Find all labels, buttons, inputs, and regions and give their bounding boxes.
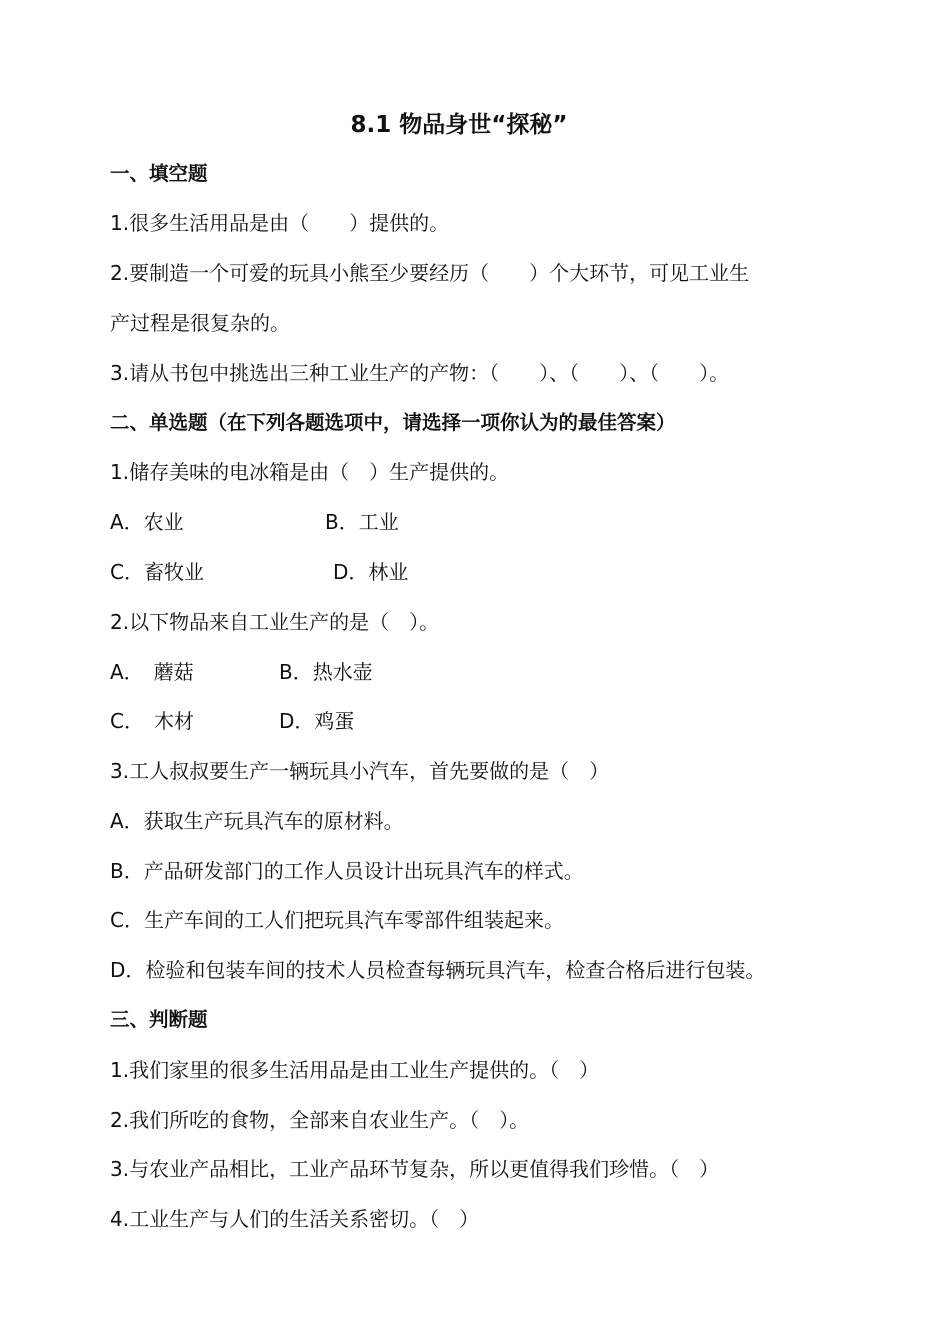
question-continuation: 产过程是很复杂的。 xyxy=(110,311,290,335)
option-c: C．畜牧业 xyxy=(110,560,204,584)
option-c: C． 木材 xyxy=(110,709,194,733)
option-c: C．生产车间的工人们把玩具汽车零部件组装起来。 xyxy=(110,908,564,932)
section-heading-single-choice: 二、单选题（在下列各题选项中，请选择一项你认为的最佳答案） xyxy=(110,411,676,434)
option-b: B．热水壶 xyxy=(279,660,373,684)
option-d: D．鸡蛋 xyxy=(279,709,355,733)
question-text: 3.与农业产品相比，工业产品环节复杂，所以更值得我们珍惜。（ ） xyxy=(110,1157,720,1181)
option-b: B．工业 xyxy=(325,510,399,534)
question-text: 1.储存美味的电冰箱是由（ ）生产提供的。 xyxy=(110,460,510,484)
question-text: 4.工业生产与人们的生活关系密切。（ ） xyxy=(110,1207,480,1231)
option-b: B．产品研发部门的工作人员设计出玩具汽车的样式。 xyxy=(110,859,584,883)
question-text: 2.要制造一个可爱的玩具小熊至少要经历（ ）个大环节，可见工业生 xyxy=(110,261,750,285)
section-heading-true-false: 三、判断题 xyxy=(110,1008,208,1031)
option-a: A． 蘑菇 xyxy=(110,660,194,684)
section-heading-fill-blank: 一、填空题 xyxy=(110,162,208,185)
question-text: 3.工人叔叔要生产一辆玩具小汽车，首先要做的是（ ） xyxy=(110,759,610,783)
question-text: 1.很多生活用品是由（ ）提供的。 xyxy=(110,211,450,235)
option-a: A．农业 xyxy=(110,510,184,534)
question-text: 3.请从书包中挑选出三种工业生产的产物：（ ）、（ ）、（ ）。 xyxy=(110,361,730,385)
option-a: A．获取生产玩具汽车的原材料。 xyxy=(110,809,404,833)
page-title: 8.1 物品身世“探秘” xyxy=(350,112,568,138)
question-text: 2.我们所吃的食物，全部来自农业生产。（ ）。 xyxy=(110,1108,530,1132)
option-d: D．检验和包装车间的技术人员检查每辆玩具汽车，检查合格后进行包装。 xyxy=(110,958,766,982)
question-text: 1.我们家里的很多生活用品是由工业生产提供的。（ ） xyxy=(110,1058,600,1082)
option-d: D．林业 xyxy=(333,560,409,584)
question-text: 2.以下物品来自工业生产的是（ ）。 xyxy=(110,610,440,634)
